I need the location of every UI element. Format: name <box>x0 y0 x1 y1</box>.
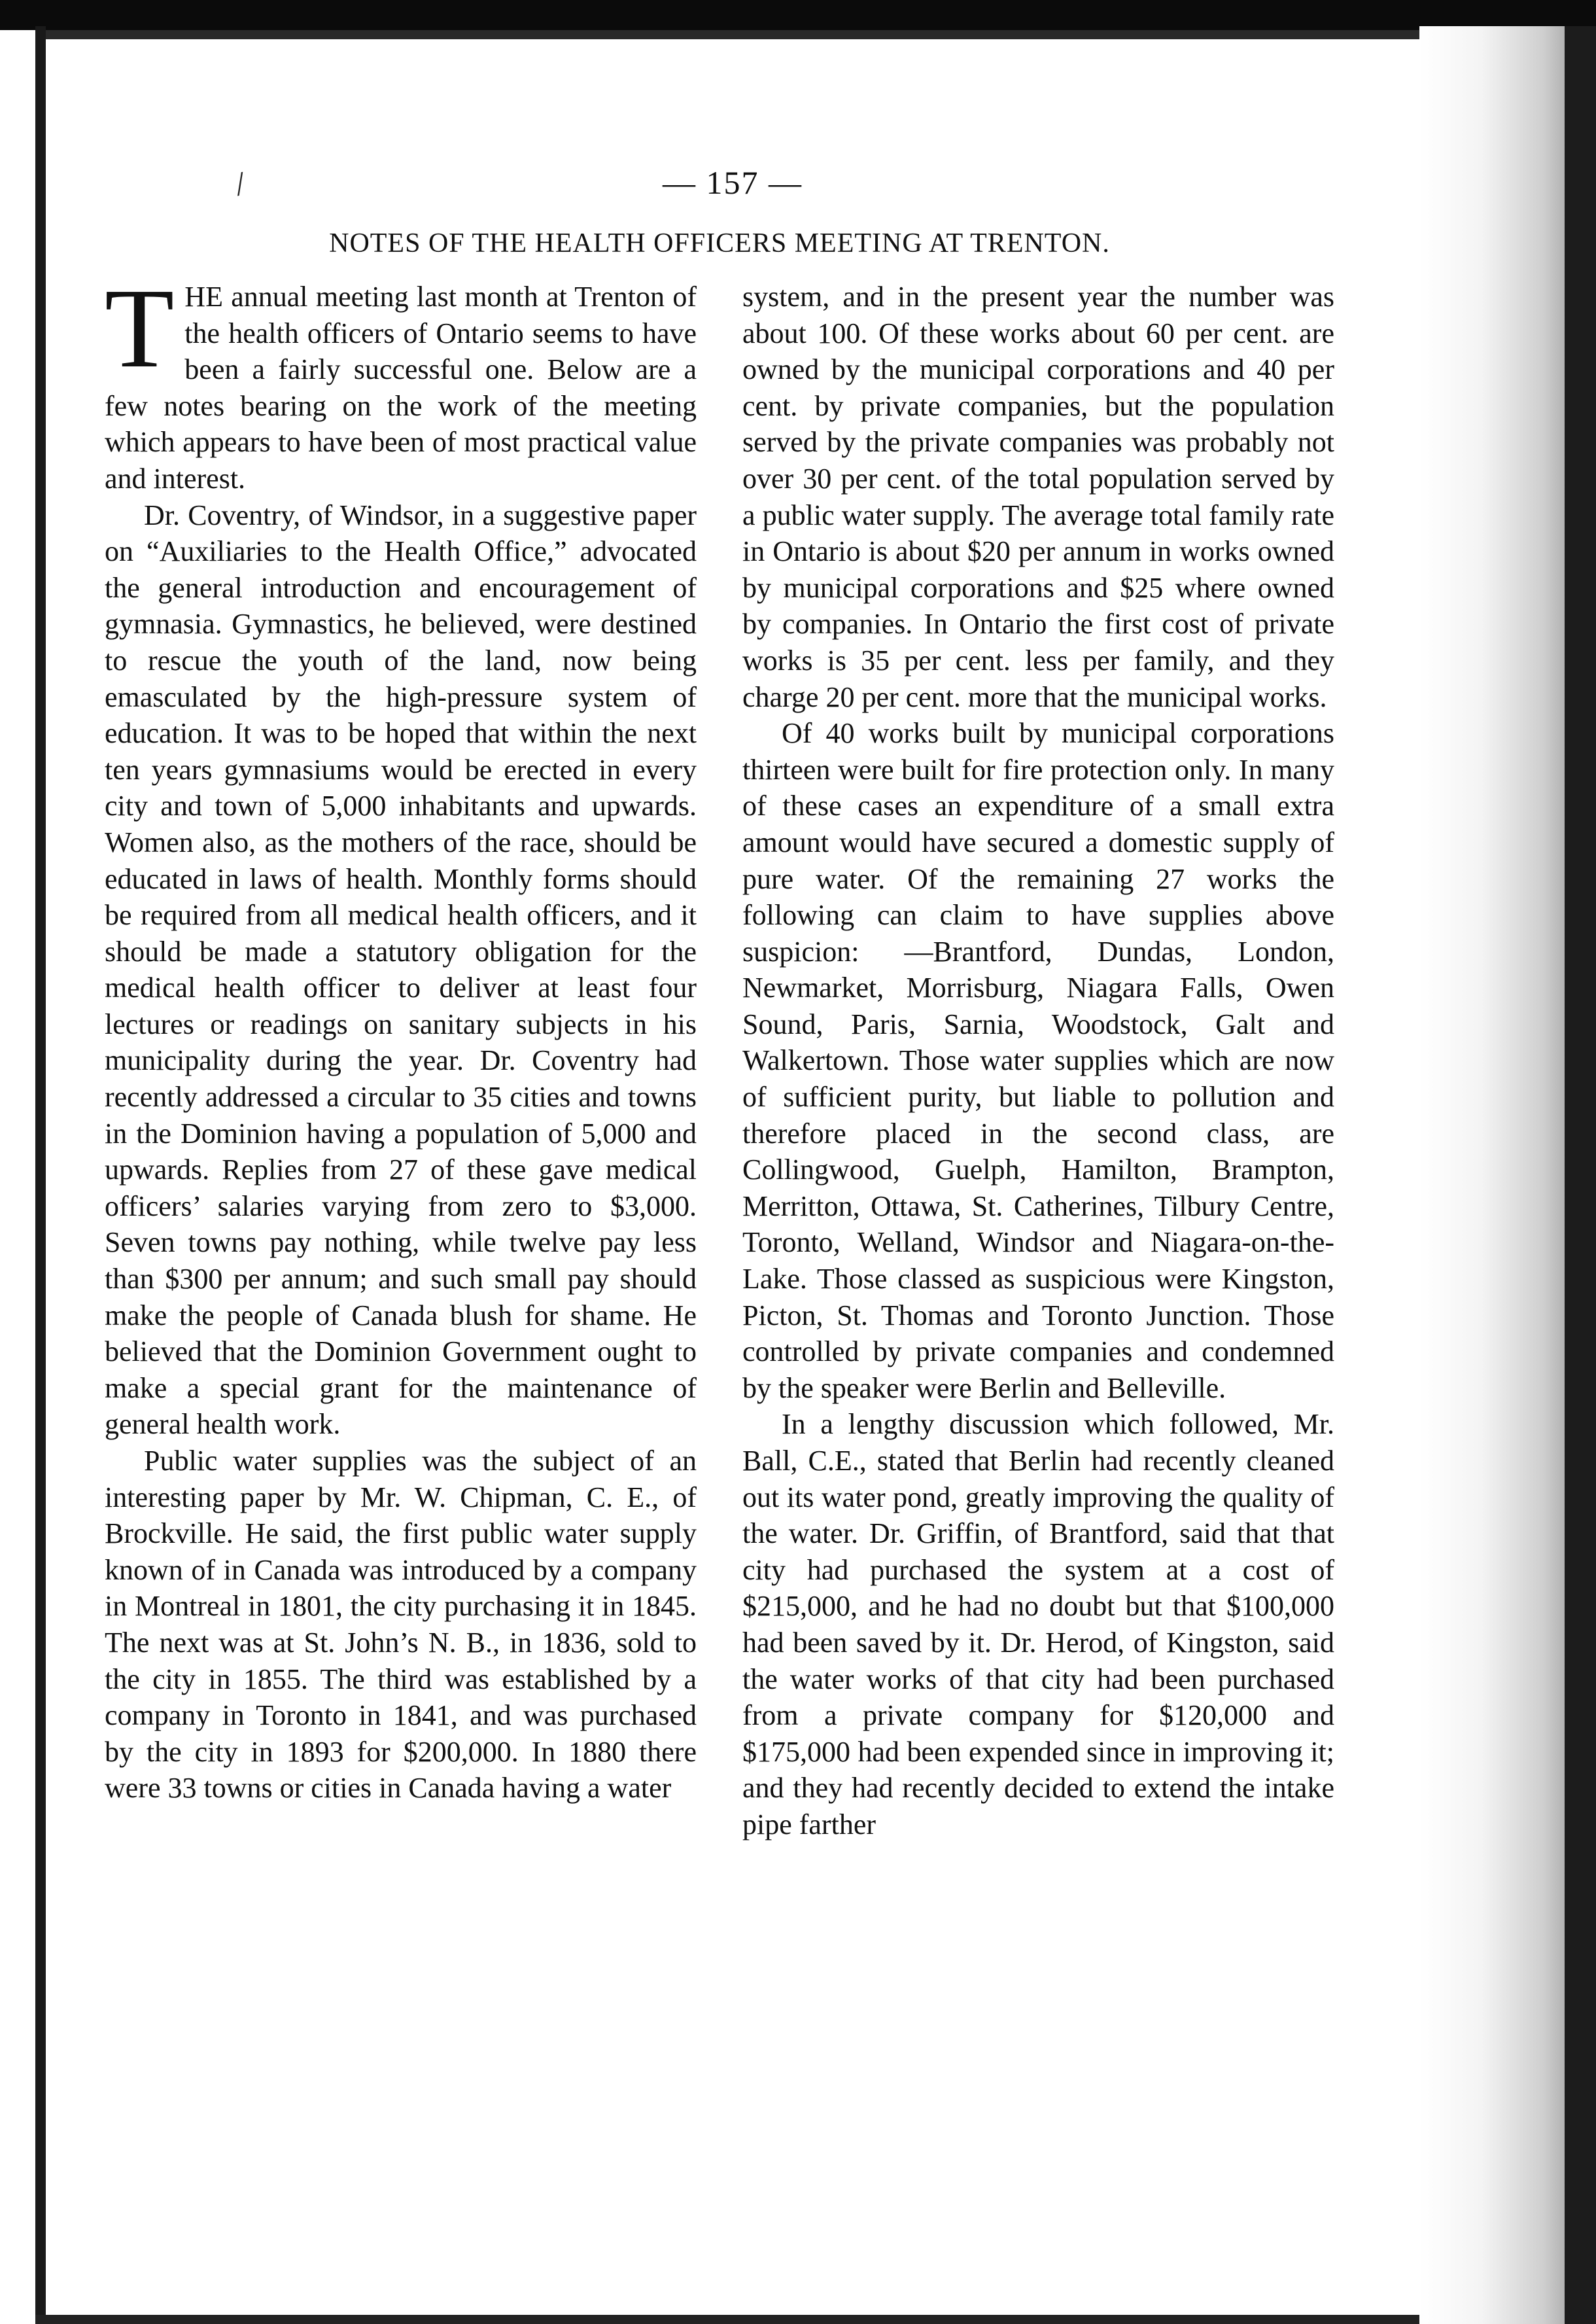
paragraph-text: HE annual meeting last month at Trenton of the health officers of Ontario seems to have been a fairly successful one. Below are a few notes bearing on the work of the meeting which appears to have been of most practical value and interest. <box>105 281 697 495</box>
paragraph <box>105 265 697 497</box>
document-page <box>105 164 1334 2283</box>
scan-top-border <box>0 0 1596 30</box>
right-column <box>742 279 1334 1843</box>
scan-left-border <box>35 26 46 2324</box>
paragraph: In a lengthy discussion which followed, Mr. Ball, C.E., stated that Berlin had recently cleaned out its water pond, greatly improving the quality of the water. Dr. Griffin, of Brantford, said that that city had purchased the system at a cost of $215,000, and he had no doubt but that $100,000 had been saved by it. Dr. Herod, of Kingston, said the water works of that city had been purchased from a private company for $120,000 and $175,000 had been expended since in improving it; and they had recently decided to extend the intake pipe farther <box>742 1408 1334 1840</box>
page-number: — 157 — <box>663 164 803 201</box>
paragraph: Of 40 works built by municipal corporations thirteen were built for fire protection only. In many of these cases an expenditure of a small extra amount would have secured a domestic supply of pure water. Of the remaining 27 works the following can claim to have supplies above suspicion: —Brantford, Dundas, London, Newmarket, Morrisburg, Niagara Falls, Owen Sound, Paris, Sarnia, Woodstock, Galt and Walkertown. Those water supplies which are now of sufficient purity, but liable to pollution and therefore placed in the second class, are Collingwood, Guelph, Hamilton, Brampton, Merritton, Ottawa, St. Catherines, Tilbury Centre, Toronto, Welland, Windsor and Niagara-on-the-Lake. Those classed as suspicious were Kingston, Picton, St. Thomas and Toronto Junction. Those controlled by private companies and condemned by the speaker were Berlin and Belleville. <box>742 717 1334 1404</box>
drop-cap: T <box>105 265 175 391</box>
scan-bottom-border <box>35 2315 1596 2324</box>
article-title: NOTES OF THE HEALTH OFFICERS MEETING AT TRENTON. <box>329 228 1110 258</box>
pencil-mark-icon: / <box>232 165 249 203</box>
text-columns <box>105 265 1334 1843</box>
scan-right-border <box>1565 26 1596 2324</box>
paragraph: Public water supplies was the subject of an interesting paper by Mr. W. Chipman, C. E., of Brockville. He said, the first public water supply known of in Canada was introduced by a company in Montreal in 1801, the city purchasing it in 1845. The next was at St. John’s N. B., in 1836, sold to the city in 1855. The third was established by a company in Toronto in 1841, and was purchased by the city in 1893 for $200,000. In 1880 there were 33 towns or cities in Canada having a water <box>105 1445 697 1805</box>
paragraph: Dr. Coventry, of Windsor, in a suggestive paper on “Auxiliaries to the Health Office,” advocated the general introduction and encouragement of gymnasia. Gymnastics, he believed, were destined to rescue the youth of the land, now being emasculated by the high-pressure system of education. It was to be hoped that within the next ten years gymnasiums would be erected in every city and town of 5,000 inhabitants and upwards. Women also, as the mothers of the race, should be educated in laws of health. Monthly forms should be required from all medical health officers, and it should be made a statutory obligation for the medical health officer to deliver at least four lectures or readings on sanitary subjects in his municipality during the year. Dr. Coventry had recently addressed a circular to 35 cities and towns in the Dominion having a population of 5,000 and upwards. Replies from 27 of these gave medical officers’ salaries varying from zero to $3,000. Seven towns pay nothing, while twelve pay less than $300 per annum; and such small pay should make the people of Canada blush for shame. He believed that the Dominion Government ought to make a special grant for the maintenance of general health work. <box>105 499 697 1441</box>
scan-top-shadow <box>39 30 1426 39</box>
paragraph: system, and in the present year the number was about 100. Of these works about 60 per cent. are owned by the municipal corporations and 40 per cent. by private companies, but the population served by the private companies was probably not over 30 per cent. of the total population served by a public water supply. The average total family rate in Ontario is about $20 per annum in works owned by municipal corporations and $25 where owned by companies. In Ontario the first cost of private works is 35 per cent. less per family, and they charge 20 per cent. more that the municipal works. <box>742 281 1334 713</box>
left-column <box>105 265 697 1843</box>
